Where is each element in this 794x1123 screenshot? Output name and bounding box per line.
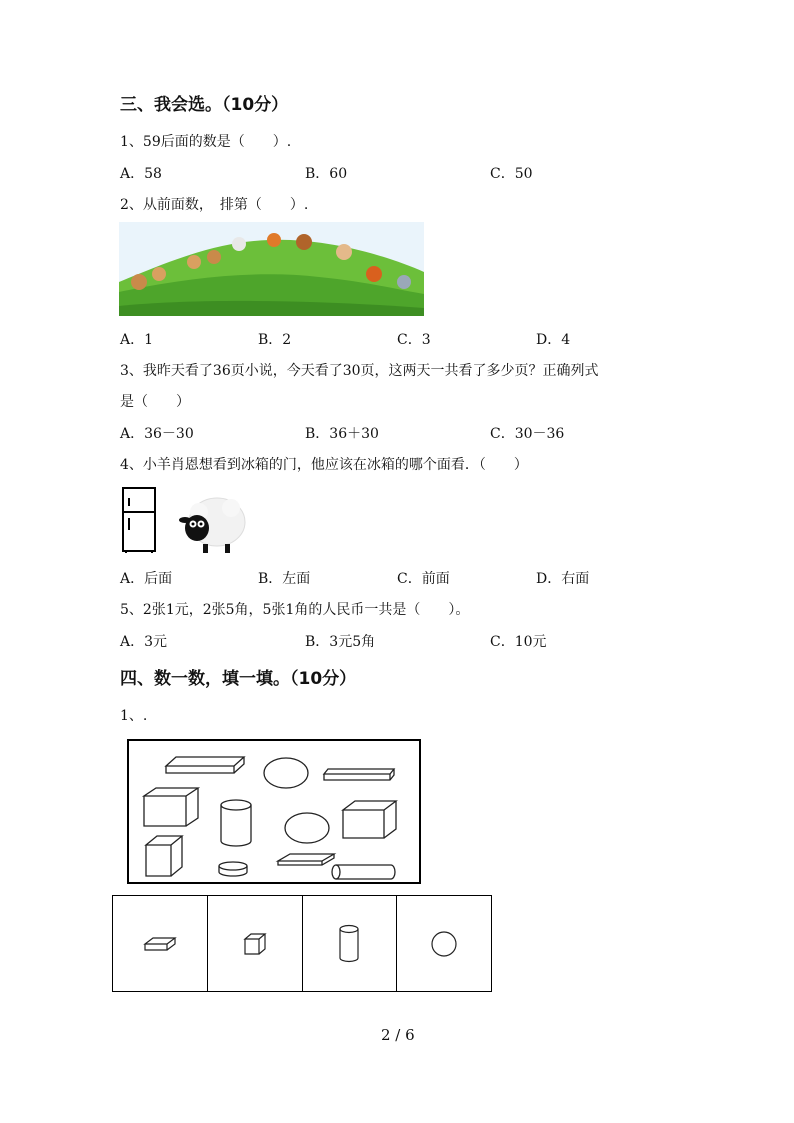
question-3-line1: 3、我昨天看了36页小说，今天看了30页，这两天一共看了多少页？正确列式 — [120, 363, 599, 379]
q2-option-a: A．1 — [120, 332, 154, 348]
question-2: 2、从前面数， 排第（ ）. — [120, 197, 309, 213]
q5-option-b: B．3元5角 — [305, 634, 376, 650]
cuboid-icon — [143, 936, 177, 952]
q4-option-a: A．后面 — [120, 571, 173, 587]
q2-option-c: C．3 — [397, 332, 431, 348]
q3-option-b: B．36＋30 — [305, 426, 379, 442]
table-cell-sphere[interactable] — [397, 896, 491, 991]
q4-option-b: B．左面 — [258, 571, 311, 587]
q2-option-d: D．4 — [536, 332, 571, 348]
section-4-title: 四、数一数，填一填。（10分） — [120, 669, 357, 689]
table-cell-cylinder[interactable] — [303, 896, 398, 991]
question-1: 1、59后面的数是（ ）. — [120, 134, 292, 150]
shape-count-table — [112, 895, 492, 992]
fridge-icon — [120, 486, 158, 554]
sheep-icon — [177, 490, 247, 556]
section-3-title: 三、我会选。（10分） — [120, 95, 289, 115]
question-4: 4、小羊肖恩想看到冰箱的门，他应该在冰箱的哪个面看．（ ） — [120, 457, 528, 473]
q3-option-c: C．30－36 — [490, 426, 565, 442]
page-number: 2 / 6 — [381, 1026, 415, 1044]
q5-option-a: A．3元 — [120, 634, 168, 650]
table-cell-cuboid[interactable] — [113, 896, 208, 991]
hill-animals-illustration — [119, 222, 424, 316]
table-cell-cube[interactable] — [208, 896, 303, 991]
q3-option-a: A．36－30 — [120, 426, 194, 442]
cube-icon — [243, 932, 267, 956]
q4-option-d: D．右面 — [536, 571, 590, 587]
section-4-question-1: 1、. — [120, 708, 148, 724]
question-3-line2: 是（ ） — [120, 394, 190, 410]
q1-option-c: C．50 — [490, 166, 533, 182]
q1-option-b: B．60 — [305, 166, 348, 182]
q4-option-c: C．前面 — [397, 571, 450, 587]
question-5: 5、2张1元，2张5角，5张1角的人民币一共是（ ）。 — [120, 602, 470, 618]
sphere-icon — [429, 929, 459, 959]
solid-shapes-figure — [126, 738, 422, 886]
q1-option-a: A．58 — [120, 166, 162, 182]
cylinder-icon — [338, 924, 360, 964]
q5-option-c: C．10元 — [490, 634, 547, 650]
q2-option-b: B．2 — [258, 332, 292, 348]
